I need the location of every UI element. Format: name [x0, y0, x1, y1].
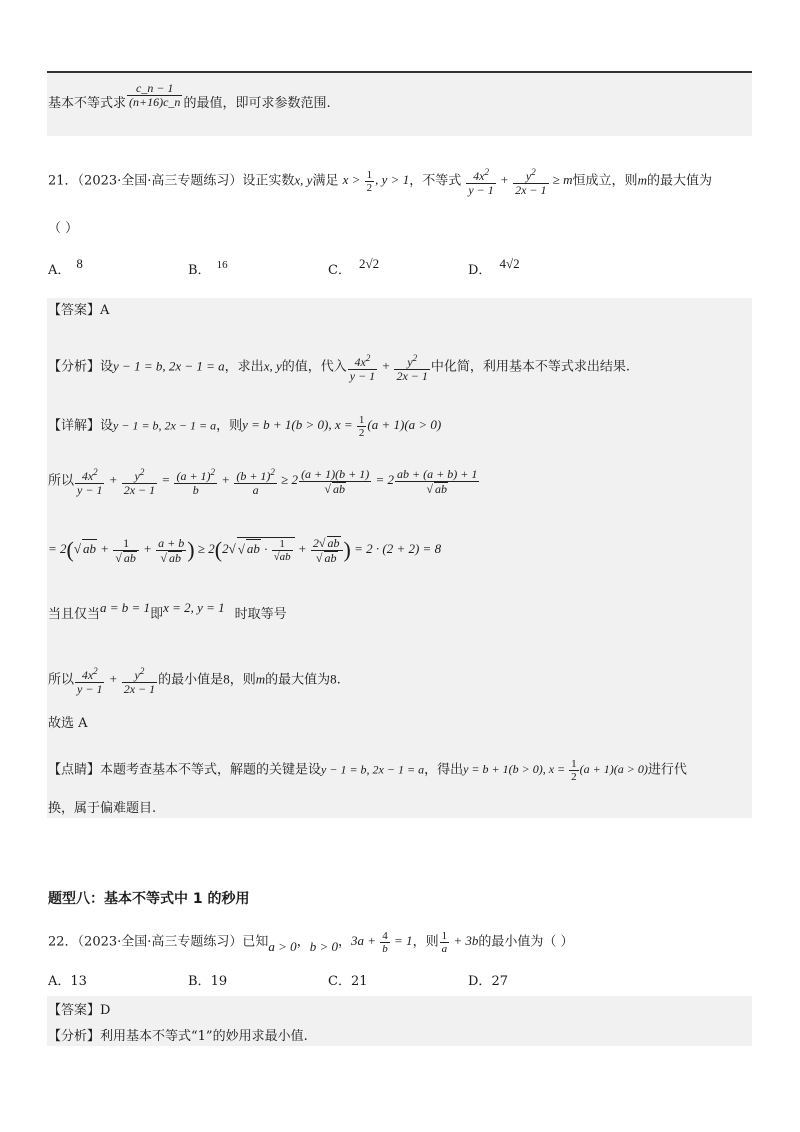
- option-value: 27: [491, 974, 508, 989]
- option-label: D．: [468, 263, 492, 278]
- comment-text: 换，属于偏难题目.: [48, 801, 157, 816]
- option-value: 2√2: [358, 256, 380, 271]
- q21-answer: [48, 302, 109, 320]
- q21-option-b[interactable]: [188, 259, 228, 278]
- comment-text: ，得出: [424, 762, 464, 778]
- prev-frac-den: (n+16)c_n: [129, 95, 181, 109]
- min-value: 8: [223, 671, 230, 687]
- answer-value: D: [100, 1003, 111, 1018]
- option-label: A．: [48, 974, 71, 989]
- prev-tail-line: [48, 81, 331, 117]
- q21-ineq-label: ，不等式: [409, 173, 462, 189]
- detail-text: ，则: [229, 672, 256, 688]
- answer-label: 【答案】: [48, 1003, 101, 1018]
- q21-paren-text: （ ）: [48, 221, 79, 236]
- option-label: C．: [328, 263, 351, 278]
- detail-label: 【详解】: [48, 418, 101, 434]
- detail-text: ，则: [216, 418, 243, 434]
- detail-text: 即: [150, 607, 164, 622]
- q21-equality: 当且仅当a = b = 1即x = 2, y = 1 时取等号: [48, 600, 287, 622]
- comment-text: 进行代: [647, 762, 687, 778]
- analysis-text: 利用基本不等式“1”的妙用求最小值.: [100, 1029, 308, 1044]
- q22-answer: [48, 1002, 110, 1020]
- q22-prefix: 22．（2023·全国·高三专题练习）已知: [48, 934, 269, 950]
- option-value: 13: [70, 974, 87, 989]
- option-label: A．: [48, 263, 71, 278]
- detail-text: 所以: [48, 672, 75, 688]
- q21-tail2: 的最大值为: [646, 173, 712, 189]
- q22-cond-b: b > 0: [309, 939, 338, 955]
- q21-analysis: 【分析】设y − 1 = b, 2x − 1 = a，求出x, y的值，代入 $\frac{4x^2}{y - 1}$ + $\frac{y^2}{2x - 1}$ 中化简，利用基本不等式求出结果.: [48, 353, 631, 383]
- prev-text-after: 的最值，即可求参数范围.: [183, 96, 331, 111]
- q21-stem: 21．（2023·全国·高三专题练习）设正实数x, y满足 x > $\frac{1}{2}$ , y > 1，不等式 $\frac{4x^2}{y - 1}$ + $\frac{y^2}{2x - 1}$ ≥ m恒成立，则m的最大值为: [48, 167, 712, 197]
- option-label: B．: [188, 263, 211, 278]
- section-heading: 题型八：基本不等式中 1 的秒用: [48, 891, 250, 907]
- option-value: 4√2: [499, 256, 520, 271]
- q21-option-d[interactable]: [468, 256, 520, 278]
- q22-option-c[interactable]: [328, 970, 368, 989]
- option-label: B．: [188, 974, 211, 989]
- option-value: 21: [350, 974, 368, 989]
- detail-text: .: [336, 672, 341, 688]
- q22-tail: 的最小值为（ ）: [478, 934, 574, 950]
- prev-text: 基本不等式求: [48, 96, 127, 111]
- answer-value: A: [100, 303, 110, 318]
- q21-cond-label: 满足: [312, 173, 339, 189]
- q21-comment-2: [48, 800, 156, 818]
- q21-condition: x > $\frac{1}{2}$ , y > 1: [342, 169, 410, 194]
- q21-detail-3: = 2(√ ab + $\frac{1}{√ ab}$ + $\frac{a + b}{√ ab}$ ) ≥ 2(2√ √ ab · $\frac{1}{√ab}$ + $\frac{2√ ab}{√ ab}$ ) = 2 · (2 + 2) = 8: [48, 535, 442, 565]
- answer-label: 【答案】: [48, 303, 101, 318]
- q21-inequality: $\frac{4x^2}{y - 1}$ + $\frac{y^2}{2x - 1}$ ≥ m: [468, 167, 573, 197]
- q21-prefix: 21．（2023·全国·高三专题练习）设正实数: [48, 173, 295, 189]
- detail-text: 时取等号: [234, 607, 287, 622]
- option-value: 19: [210, 974, 228, 989]
- detail-text: 当且仅当: [48, 607, 101, 622]
- q22-option-a[interactable]: [48, 970, 87, 989]
- comment-label: 【点睛】: [48, 762, 101, 778]
- q22-option-b[interactable]: [188, 970, 227, 989]
- q22-stem: 22．（2023·全国·高三专题练习）已知a > 0，b > 0，3a + $\frac{4}{b}$ = 1，则 $\frac{1}{a}$ + 3b的最小值为（ ）: [48, 930, 574, 955]
- q21-detail-1: 【详解】设y − 1 = b, 2x − 1 = a，则y = b + 1(b > 0), x = $\frac{1}{2}$ (a + 1)(a > 0): [48, 414, 442, 439]
- option-label: D．: [468, 974, 492, 989]
- analysis-text: 设: [100, 359, 114, 375]
- q21-detail-2: 所以 $\frac{4x^2}{y - 1}$ + $\frac{y^2}{2x - 1}$ = $\frac{(a + 1)^2}{b}$ + $\frac{(b + 1)^2}{a}$ ≥ 2 $\frac{(a + 1)(b + 1)}{√ ab}$ = 2 $\frac{ab + (a + b) + 1}{√ ab}$: [48, 466, 478, 497]
- option-value: 8: [76, 256, 83, 271]
- choose-text: 故选 A: [48, 716, 88, 731]
- option-value: 16: [216, 259, 228, 271]
- q21-option-c[interactable]: [328, 256, 380, 278]
- option-label: C．: [328, 974, 351, 989]
- q22-cond-a: a > 0: [268, 939, 297, 955]
- analysis-label: 【分析】: [48, 359, 101, 375]
- q21-option-a[interactable]: [48, 256, 83, 278]
- detail-text: 的最小值是: [158, 672, 224, 688]
- comment-text: 本题考查基本不等式，解题的关键是设: [100, 762, 322, 778]
- detail-text: 的最大值为: [265, 672, 331, 688]
- detail-text: 所以: [48, 473, 75, 489]
- q22-option-d[interactable]: [468, 970, 508, 989]
- q22-mid: ，则: [412, 934, 439, 950]
- analysis-text: 中化简，利用基本不等式求出结果.: [430, 359, 631, 375]
- q21-vars: x, y: [294, 172, 313, 188]
- prev-frac-num: c_n − 1: [127, 82, 182, 96]
- q21-comment-1: 【点睛】本题考查基本不等式，解题的关键是设y − 1 = b, 2x − 1 = a，得出y = b + 1(b > 0), x = $\frac{1}{2}$ (a + 1)(a > 0)进行代: [48, 758, 687, 783]
- q21-tail: 恒成立，则: [572, 173, 638, 189]
- max-value: 8: [330, 671, 337, 687]
- analysis-text: 的值，代入: [281, 359, 347, 375]
- detail-text: 设: [100, 418, 114, 434]
- q21-min: 所以 $\frac{4x^2}{y - 1}$ + $\frac{y^2}{2x - 1}$ 的最小值是8，则m的最大值为8.: [48, 666, 341, 696]
- prev-fraction: [127, 82, 182, 109]
- analysis-text: ，求出: [224, 359, 264, 375]
- q21-choose: [48, 715, 88, 733]
- analysis-label: 【分析】: [48, 1029, 101, 1044]
- q22-analysis: [48, 1028, 308, 1046]
- q21-paren: [48, 220, 78, 238]
